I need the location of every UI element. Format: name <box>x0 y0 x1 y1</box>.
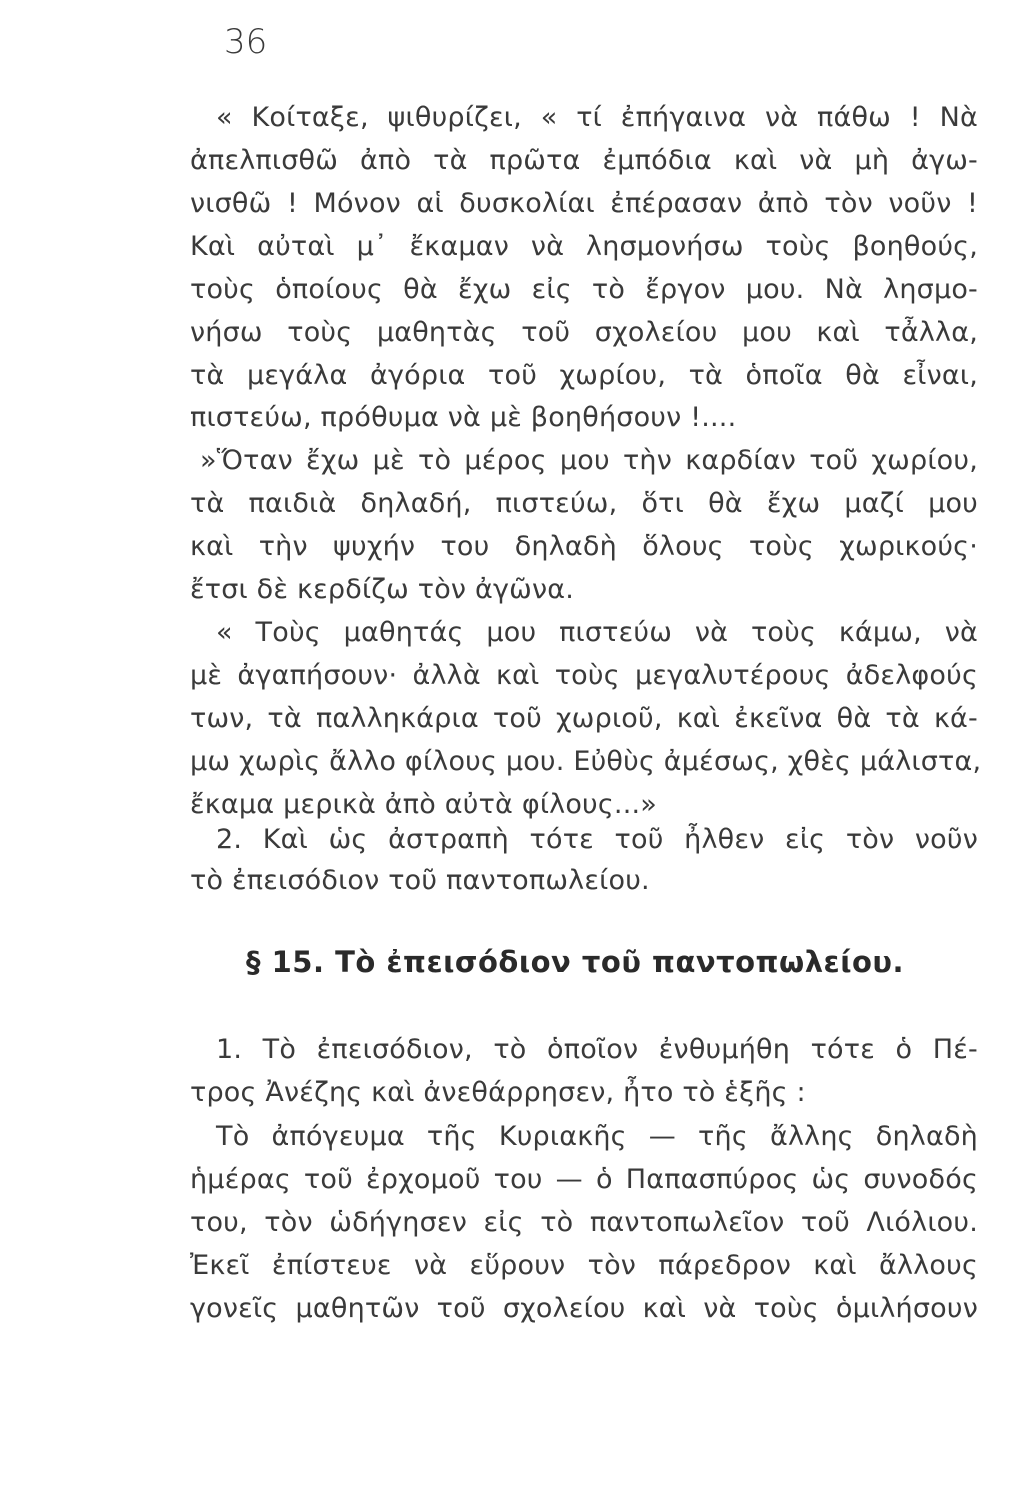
text-line: « Κοίταξε, ψιθυρίζει, « τί ἐπήγαινα νὰ πάθω ! Νὰ <box>216 102 978 133</box>
text-line: τοὺς ὁποίους θὰ ἔχω εἰς τὸ ἔργον μου. Νὰ λησμο- <box>190 274 978 305</box>
text-line: ἀπελπισθῶ ἀπὸ τὰ πρῶτα ἐμπόδια καὶ νὰ μὴ ἀγω- <box>190 145 978 176</box>
text-line: τὰ παιδιὰ δηλαδή, πιστεύω, ὅτι θὰ ἔχω μαζί μου <box>190 488 978 519</box>
text-line: του, τὸν ὡδήγησεν εἰς τὸ παντοπωλεῖον τοῦ Λιόλιου. <box>190 1207 978 1238</box>
text-line: νήσω τοὺς μαθητὰς τοῦ σχολείου μου καὶ τἆλλα, <box>190 317 978 348</box>
text-line: πιστεύω, πρόθυμα νὰ μὲ βοηθήσουν !.... <box>190 402 737 433</box>
text-line: μὲ ἀγαπήσουν· ἀλλὰ καὶ τοὺς μεγαλυτέρους ἀδελφούς <box>190 660 978 691</box>
text-line: νισθῶ ! Μόνον αἱ δυσκολίαι ἐπέρασαν ἀπὸ τὸν νοῦν ! <box>190 188 978 219</box>
text-line: Τὸ ἀπόγευμα τῆς Κυριακῆς — τῆς ἄλλης δηλαδὴ <box>216 1121 978 1152</box>
text-line: τὰ μεγάλα ἀγόρια τοῦ χωρίου, τὰ ὁποῖα θὰ εἶναι, <box>190 360 978 391</box>
text-line: μω χωρὶς ἄλλο φίλους μου. Εὐθὺς ἀμέσως, χθὲς μάλιστα, <box>190 746 982 777</box>
text-line: Ἐκεῖ ἐπίστευε νὰ εὕρουν τὸν πάρεδρον καὶ ἄλλους <box>190 1250 978 1281</box>
text-line: ἔκαμα μερικὰ ἀπὸ αὐτὰ φίλους...» <box>190 789 657 820</box>
text-line: ἡμέρας τοῦ ἐρχομοῦ του — ὁ Παπασπύρος ὡς συνοδός <box>190 1164 978 1195</box>
text-line: τὸ ἐπεισόδιον τοῦ παντοπωλείου. <box>190 865 650 896</box>
text-line: καὶ τὴν ψυχήν του δηλαδὴ ὅλους τοὺς χωρικούς· <box>190 531 978 562</box>
text-line: 1. Τὸ ἐπεισόδιον, τὸ ὁποῖον ἐνθυμήθη τότε ὁ Πέ- <box>216 1034 978 1065</box>
text-line: τρος Ἀνέζης καὶ ἀνεθάρρησεν, ἦτο τὸ ἑξῆς : <box>190 1077 806 1108</box>
page-number: 36 <box>224 22 268 62</box>
text-line: ἔτσι δὲ κερδίζω τὸν ἀγῶνα. <box>190 574 575 605</box>
text-line: γονεῖς μαθητῶν τοῦ σχολείου καὶ νὰ τοὺς ὁμιλήσουν <box>190 1293 978 1324</box>
text-line: « Τοὺς μαθητάς μου πιστεύω νὰ τοὺς κάμω, νὰ <box>216 617 978 648</box>
section-heading: § 15. Τὸ ἐπεισόδιον τοῦ παντοπωλείου. <box>246 945 905 979</box>
text-line: »Ὅταν ἔχω μὲ τὸ μέρος μου τὴν καρδίαν τοῦ χωρίου, <box>200 445 978 476</box>
text-line: 2. Καὶ ὡς ἀστραπὴ τότε τοῦ ἦλθεν εἰς τὸν νοῦν <box>216 824 978 855</box>
text-line: Καὶ αὐταὶ μ᾽ ἔκαμαν νὰ λησμονήσω τοὺς βοηθούς, <box>190 231 978 262</box>
text-line: των, τὰ παλληκάρια τοῦ χωριοῦ, καὶ ἐκεῖνα θὰ τὰ κά- <box>190 703 978 734</box>
